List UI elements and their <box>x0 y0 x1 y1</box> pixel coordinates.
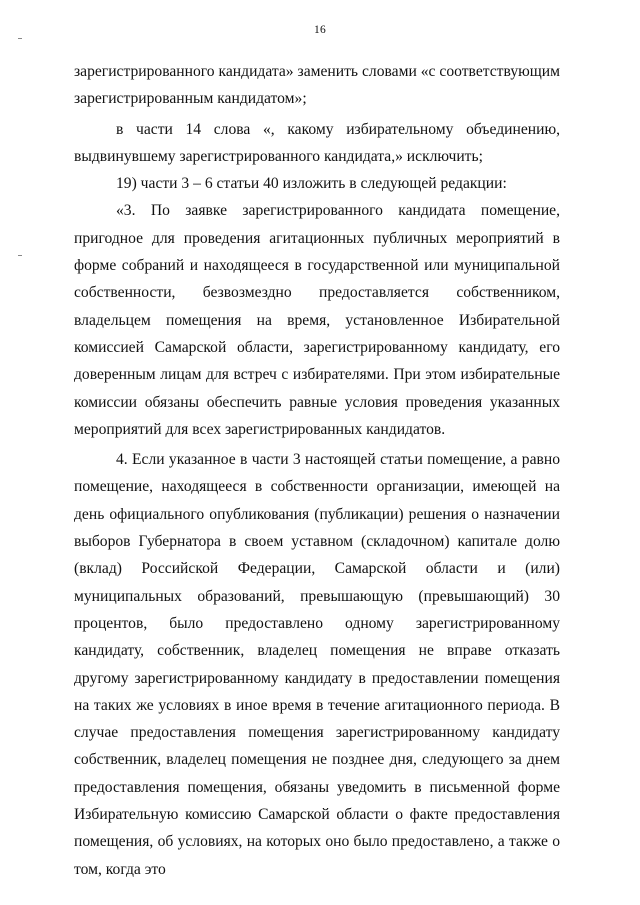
left-margin-mark <box>18 255 22 256</box>
left-margin-mark <box>18 38 22 39</box>
paragraph-item-19: 19) части 3 – 6 статьи 40 изложить в следующей редакции: <box>116 175 507 193</box>
paragraph-part-3: «3. По заявке зарегистрированного кандидата помещение, пригодное для проведения агитационных публичных мероприятий в форме собраний и находящееся в государственной или муниципальной собственности, безвозмездно предоставляется собственником, владельцем помещения на время, установленное Избирательной комиссией Самарской области, зарегистрированному кандидату, его доверенным лицам для встреч с избирателями. При этом избирательные комиссии обязаны обеспечить равные условия проведения указанных мероприятий для всех зарегистрированных кандидатов. <box>74 202 560 438</box>
paragraph-part-4: 4. Если указанное в части 3 настоящей статьи помещение, а равно помещение, находящееся в собственности организации, имеющей на день официального опубликования (публикации) решения о назначении выборов Губернатора в своем уставном (складочном) капитале долю (вклад) Российской Федерации, Самарской области и (или) муниципальных образований, превышающую (превышающий) 30 процентов, было предоставлено одному зарегистрированному кандидату, собственник, владелец помещения не вправе отказать другому зарегистрированному кандидату в предоставлении помещения на таких же условиях в иное время в течение агитационного периода. В случае предоставления помещения зарегистрированному кандидату собственник, владелец помещения не позднее дня, следующего за днем предоставления помещения, обязаны уведомить в письменной форме Избирательную комиссию Самарской области о факте предоставления помещения, об условиях, на которых оно было предоставлено, а также о том, когда это <box>74 451 560 878</box>
paragraph-continuation: зарегистрированного кандидата» заменить словами «с соответствующим зарегистрированным кандидатом»; <box>74 63 560 108</box>
document-body <box>74 58 560 883</box>
paragraph-part-14: в части 14 слова «, какому избирательному объединению, выдвинувшему зарегистрированного кандидата,» исключить; <box>74 120 560 165</box>
page-number: 16 <box>313 24 327 36</box>
